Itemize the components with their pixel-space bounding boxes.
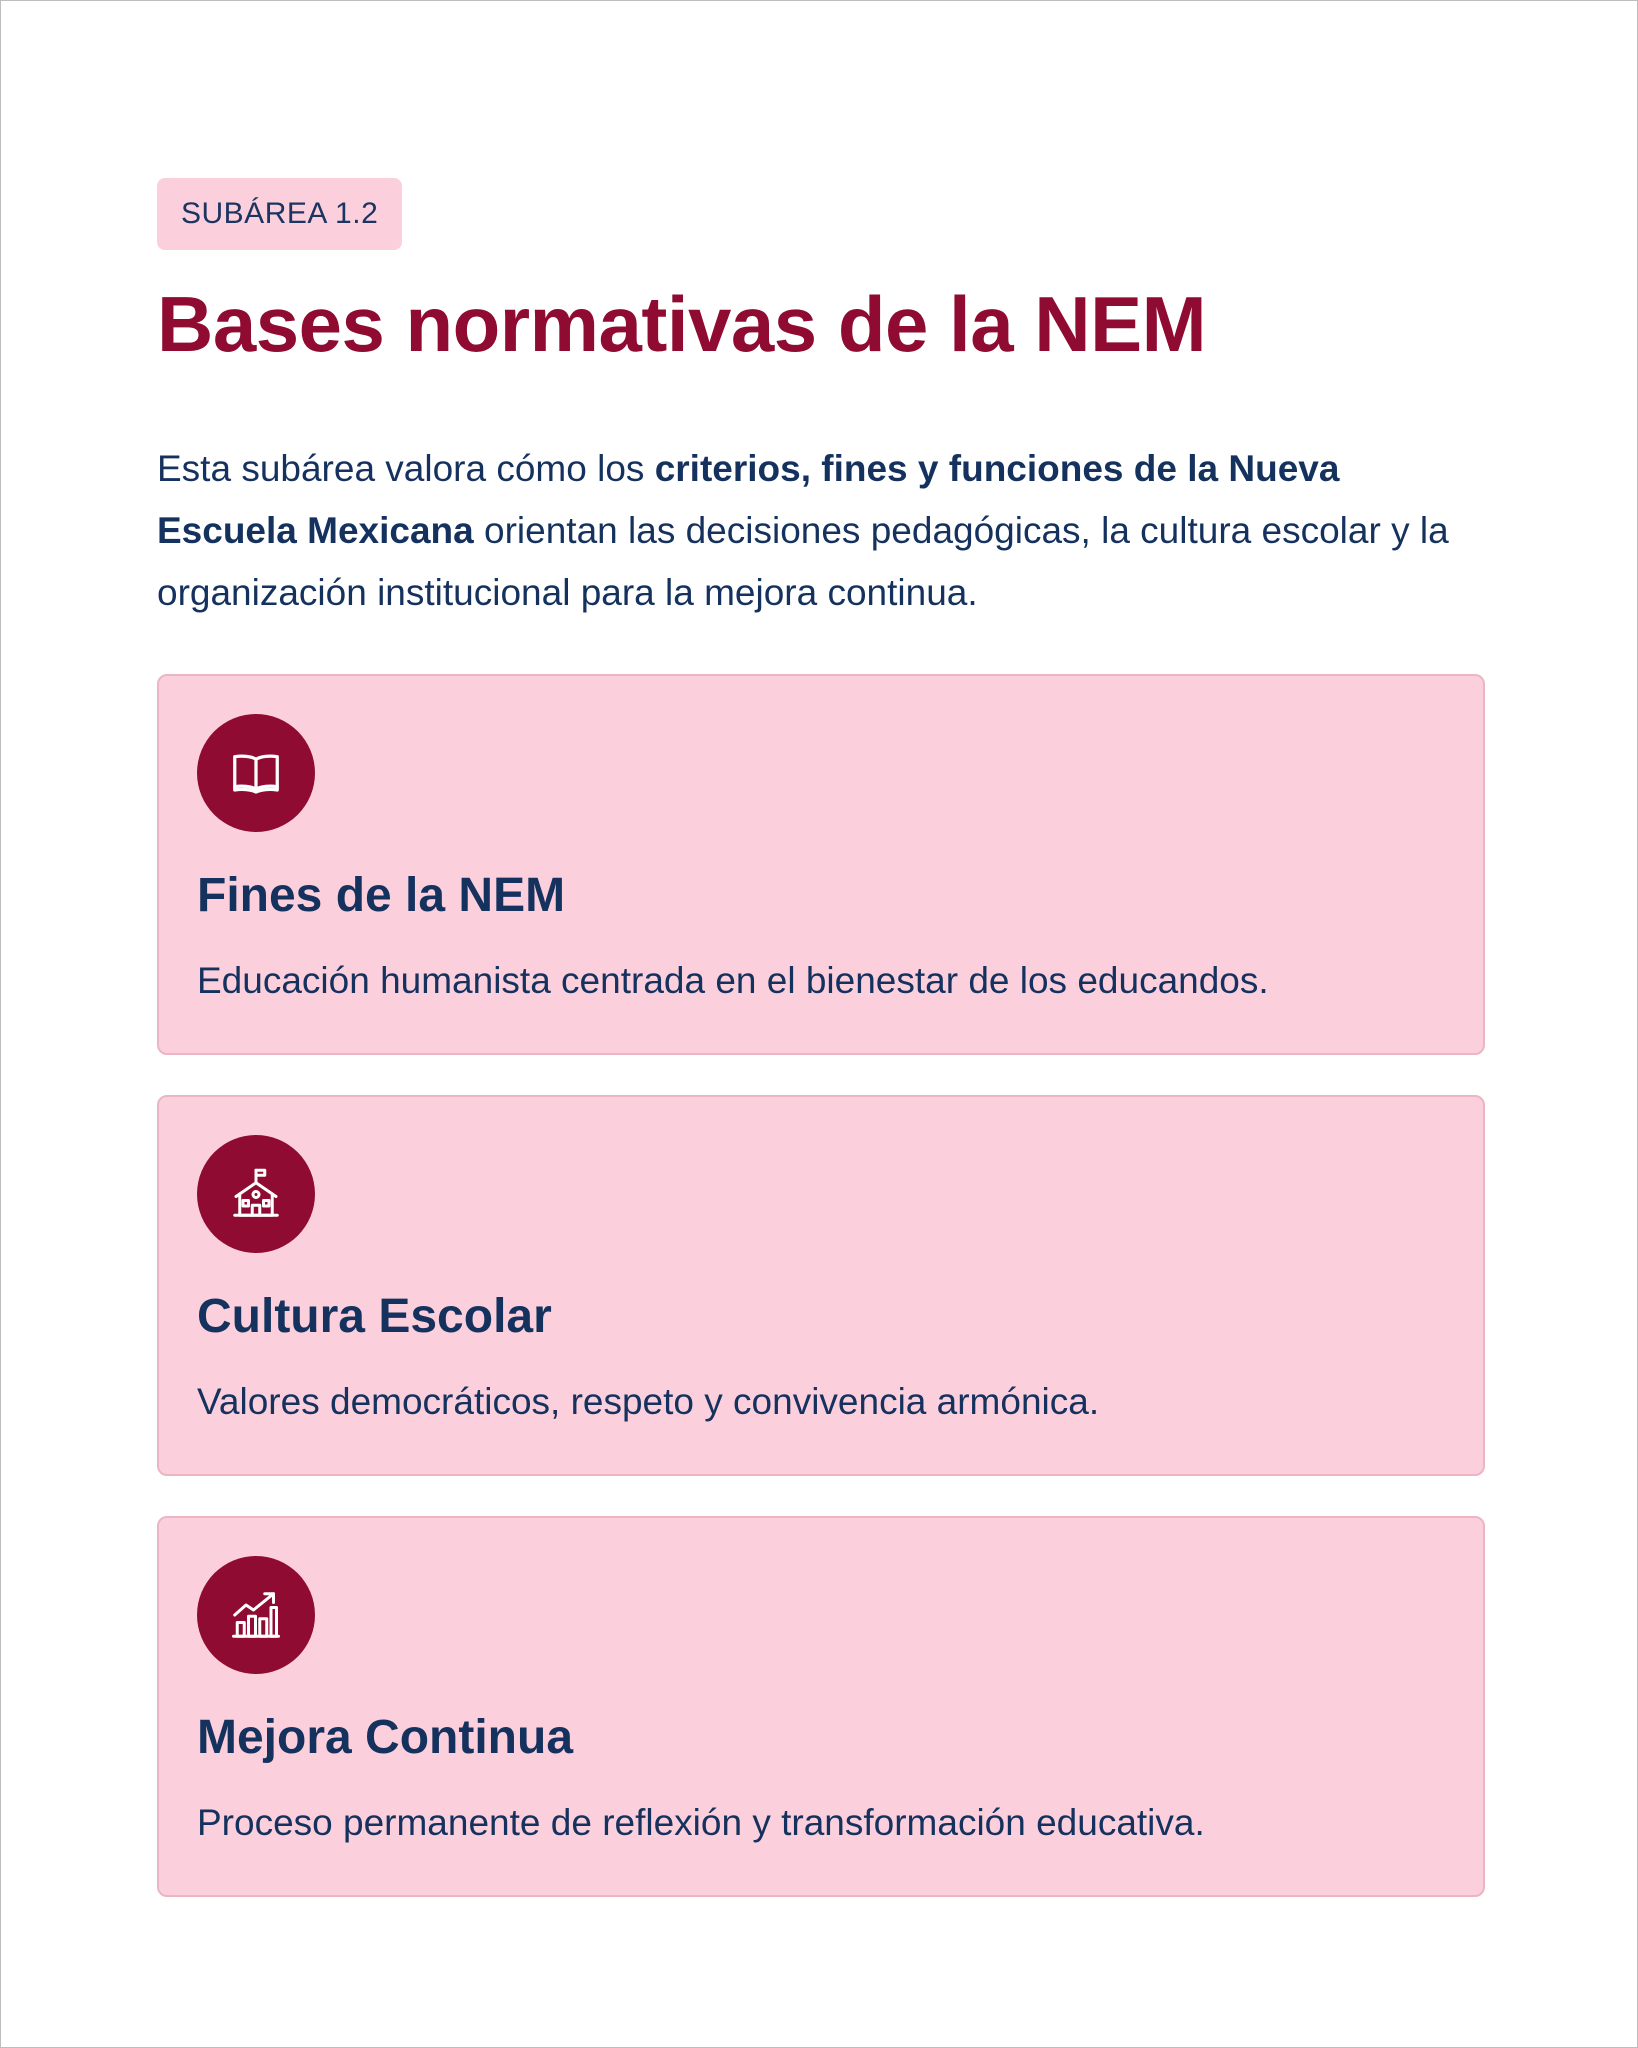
intro-highlight: criterios, fines y funciones de la Nueva Escuela Mexicana [157, 448, 1340, 551]
school-icon [197, 1135, 315, 1253]
growth-chart-icon [197, 1556, 315, 1674]
intro-text-end: orientan las decisiones pedagógicas, la cultura escolar y la organización institucional para la mejora continua. [157, 510, 1449, 613]
card-title: Mejora Continua [197, 1711, 574, 1764]
intro-text-start: Esta subárea valora cómo los [157, 448, 655, 489]
card-cultura [157, 1095, 1485, 1476]
intro-paragraph [157, 438, 1485, 624]
subarea-badge: SUBÁREA 1.2 [157, 178, 402, 250]
open-book-icon [197, 714, 315, 832]
cards-list [157, 674, 1485, 1897]
card-title: Fines de la NEM [197, 869, 566, 922]
page-title: Bases normativas de la NEM [157, 280, 1207, 368]
card-title: Cultura Escolar [197, 1290, 552, 1343]
page-content [157, 178, 1485, 1937]
card-description: Valores democráticos, respeto y convivencia armónica. [197, 1381, 1100, 1422]
card-description: Educación humanista centrada en el bienestar de los educandos. [197, 960, 1269, 1001]
card-description: Proceso permanente de reflexión y transformación educativa. [197, 1802, 1205, 1843]
card-mejora [157, 1516, 1485, 1897]
card-fines [157, 674, 1485, 1055]
